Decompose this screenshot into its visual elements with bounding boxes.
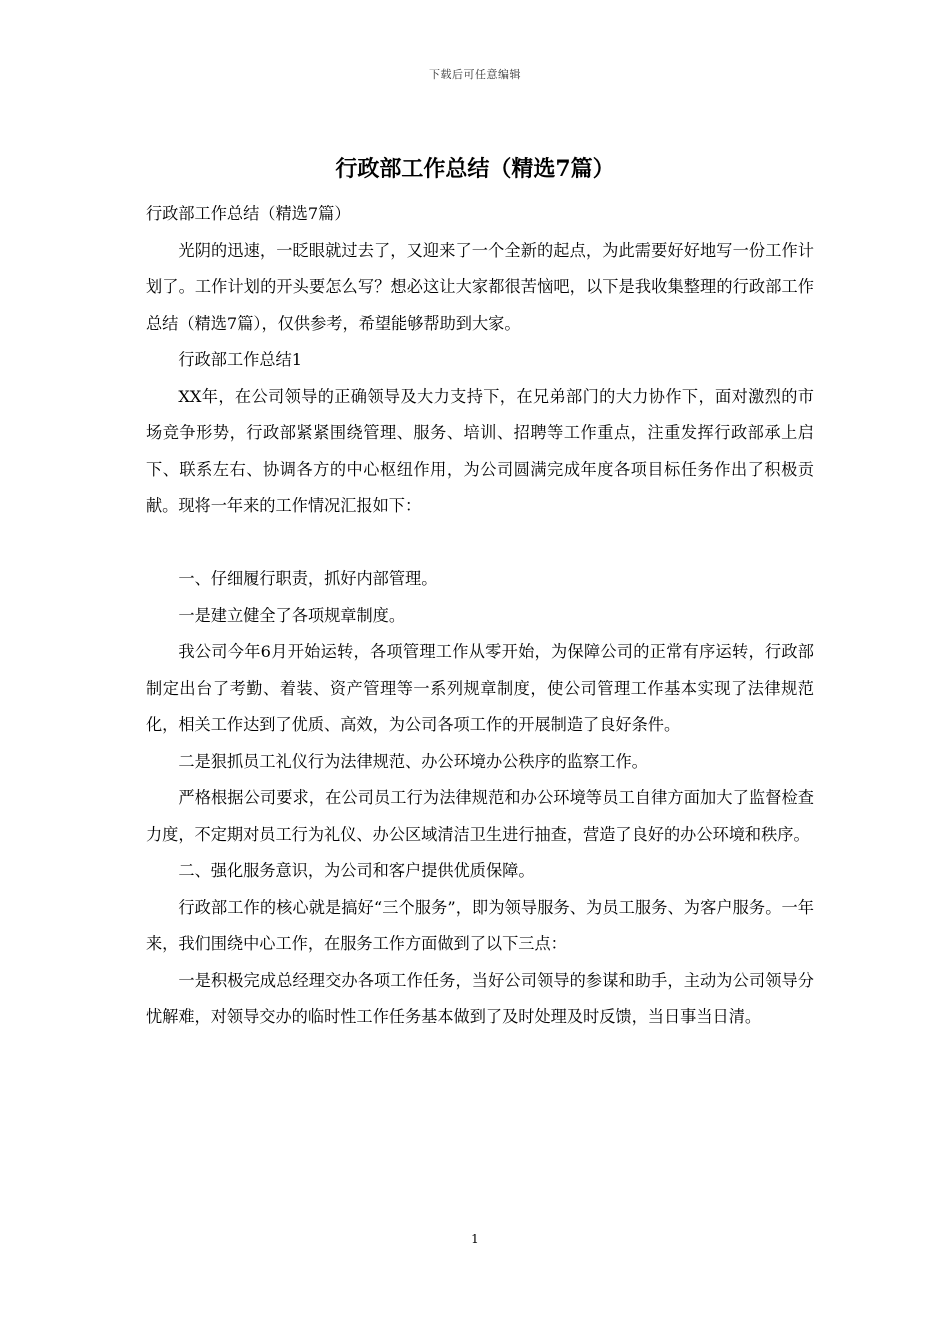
paragraph-overview: XX年，在公司领导的正确领导及大力支持下，在兄弟部门的大力协作下，面对激烈的市场竞争形势，行政部紧紧围绕管理、服务、培训、招聘等工作重点，注重发挥行政部承上启下、联系左右、协调各方的中心枢纽作用，为公司圆满完成年度各项目标任务作出了积极贡献。现将一年来的工作情况汇报如下： — [146, 386, 814, 515]
section-heading: 二、强化服务意识，为公司和客户提供优质保障。 — [178, 861, 535, 880]
subsection-heading: 一是建立健全了各项规章制度。 — [178, 605, 406, 625]
section-heading: 行政部工作总结1 — [178, 350, 303, 369]
blank-line — [146, 525, 814, 562]
paragraph: 行政部工作的核心就是搞好“三个服务”，即为领导服务、为员工服务、为客户服务。一年来，我们围绕中心工作，在服务工作方面做到了以下三点： — [146, 897, 814, 953]
document-body — [146, 196, 814, 1036]
section-heading: 一、仔细履行职责，抓好内部管理。 — [178, 569, 438, 588]
paragraph: 我公司今年6月开始运转，各项管理工作从零开始，为保障公司的正常有序运转，行政部制定出台了考勤、着装、资产管理等一系列规章制度，使公司管理工作基本实现了法律规范化，相关工作达到了优质、高效，为公司各项工作的开展制造了良好条件。 — [146, 642, 814, 734]
page-header: 下载后可任意编辑 — [429, 68, 521, 81]
document-title: 行政部工作总结（精选7篇） — [335, 156, 615, 182]
paragraph-subtitle: 行政部工作总结（精选7篇） — [146, 204, 351, 223]
page-number: 1 — [471, 1232, 479, 1246]
paragraph: 严格根据公司要求，在公司员工行为法律规范和办公环境等员工自律方面加大了监督检查力度，不定期对员工行为礼仪、办公区域清洁卫生进行抽查，营造了良好的办公环境和秩序。 — [146, 788, 814, 844]
paragraph-intro: 光阴的迅速，一眨眼就过去了，又迎来了一个全新的起点，为此需要好好地写一份工作计划了。工作计划的开头要怎么写？想必这让大家都很苦恼吧，以下是我收集整理的行政部工作总结（精选7篇），仅供参考，希望能够帮助到大家。 — [146, 240, 814, 333]
subsection-heading: 二是狠抓员工礼仪行为法律规范、办公环境办公秩序的监察工作。 — [178, 751, 648, 771]
paragraph: 一是积极完成总经理交办各项工作任务，当好公司领导的参谋和助手，主动为公司领导分忧解难，对领导交办的临时性工作任务基本做到了及时处理及时反馈，当日事当日清。 — [146, 970, 814, 1026]
